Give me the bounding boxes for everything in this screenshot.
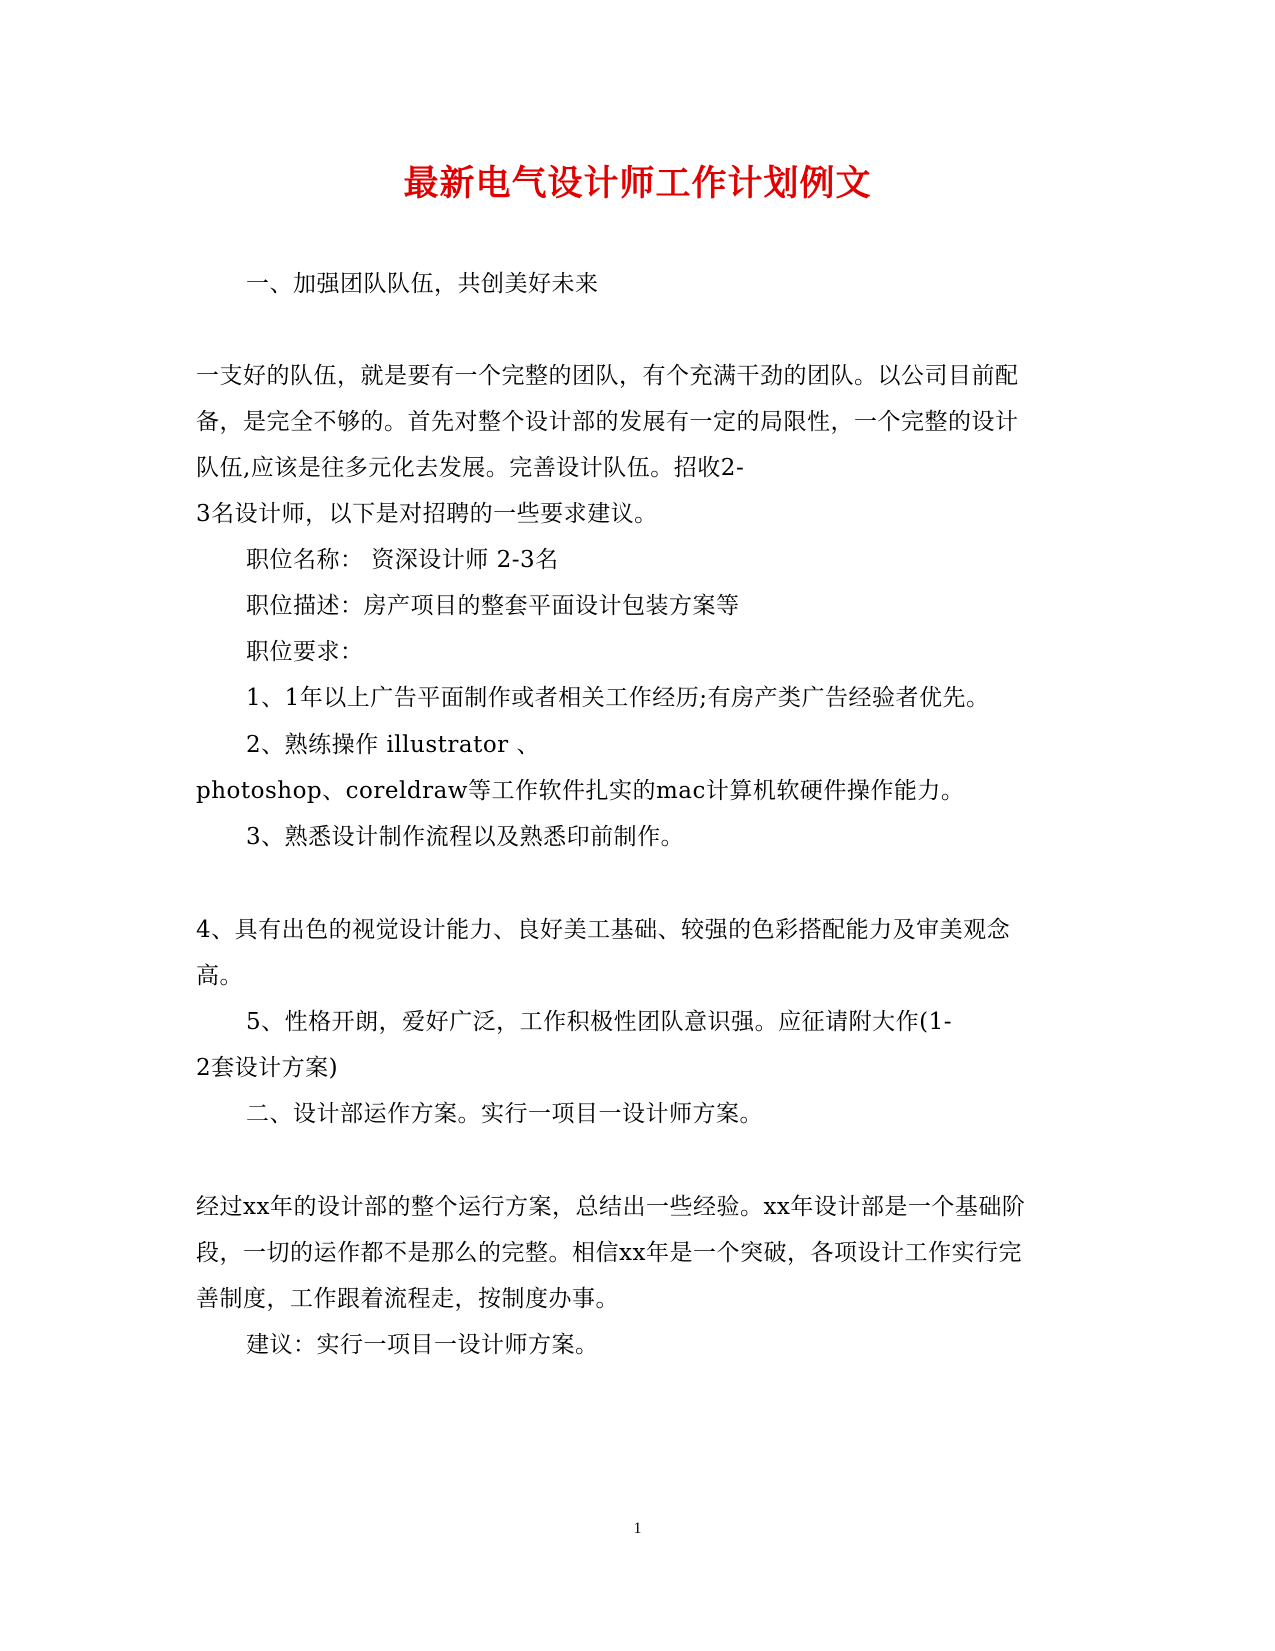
- position-requirements-label: 职位要求：: [246, 639, 364, 665]
- paragraph-line: 段，一切的运作都不是那么的完整。相信xx年是一个突破，各项设计工作实行完: [196, 1240, 1022, 1266]
- position-title-line: 职位名称： 资深设计师 2-3名: [246, 547, 559, 573]
- position-description-line: 职位描述：房产项目的整套平面设计包装方案等: [246, 593, 740, 619]
- paragraph-line: 3名设计师，以下是对招聘的一些要求建议。: [196, 501, 658, 527]
- paragraph-line: 经过xx年的设计部的整个运行方案，总结出一些经验。xx年设计部是一个基础阶: [196, 1194, 1026, 1220]
- section-heading-1: 一、加强团队队伍，共创美好未来: [246, 271, 599, 297]
- requirement-2-continued: photoshop、coreldraw等工作软件扎实的mac计算机软硬件操作能力。: [196, 778, 965, 804]
- document-title: 最新电气设计师工作计划例文: [403, 164, 872, 204]
- requirement-4: 4、具有出色的视觉设计能力、良好美工基础、较强的色彩搭配能力及审美观念: [196, 917, 1011, 943]
- paragraph-line: 队伍,应该是往多元化去发展。完善设计队伍。招收2-: [196, 455, 745, 481]
- paragraph-line: 一支好的队伍，就是要有一个完整的团队，有个充满干劲的团队。以公司目前配: [196, 363, 1019, 389]
- requirement-5: 5、性格开朗，爱好广泛，工作积极性团队意识强。应征请附大作(1-: [246, 1009, 953, 1035]
- requirement-5-continued: 2套设计方案): [196, 1055, 339, 1081]
- paragraph-line: 善制度，工作跟着流程走，按制度办事。: [196, 1286, 619, 1312]
- recommendation-line: 建议：实行一项目一设计师方案。: [246, 1332, 599, 1358]
- page-number: 1: [633, 1520, 642, 1537]
- requirement-1: 1、1年以上广告平面制作或者相关工作经历;有房产类广告经验者优先。: [246, 685, 990, 711]
- requirement-2: 2、熟练操作 illustrator 、: [246, 732, 540, 758]
- requirement-3: 3、熟悉设计制作流程以及熟悉印前制作。: [246, 824, 685, 850]
- paragraph-line: 备，是完全不够的。首先对整个设计部的发展有一定的局限性，一个完整的设计: [196, 409, 1019, 435]
- requirement-4-continued: 高。: [196, 963, 243, 989]
- section-heading-2: 二、设计部运作方案。实行一项目一设计师方案。: [246, 1101, 763, 1127]
